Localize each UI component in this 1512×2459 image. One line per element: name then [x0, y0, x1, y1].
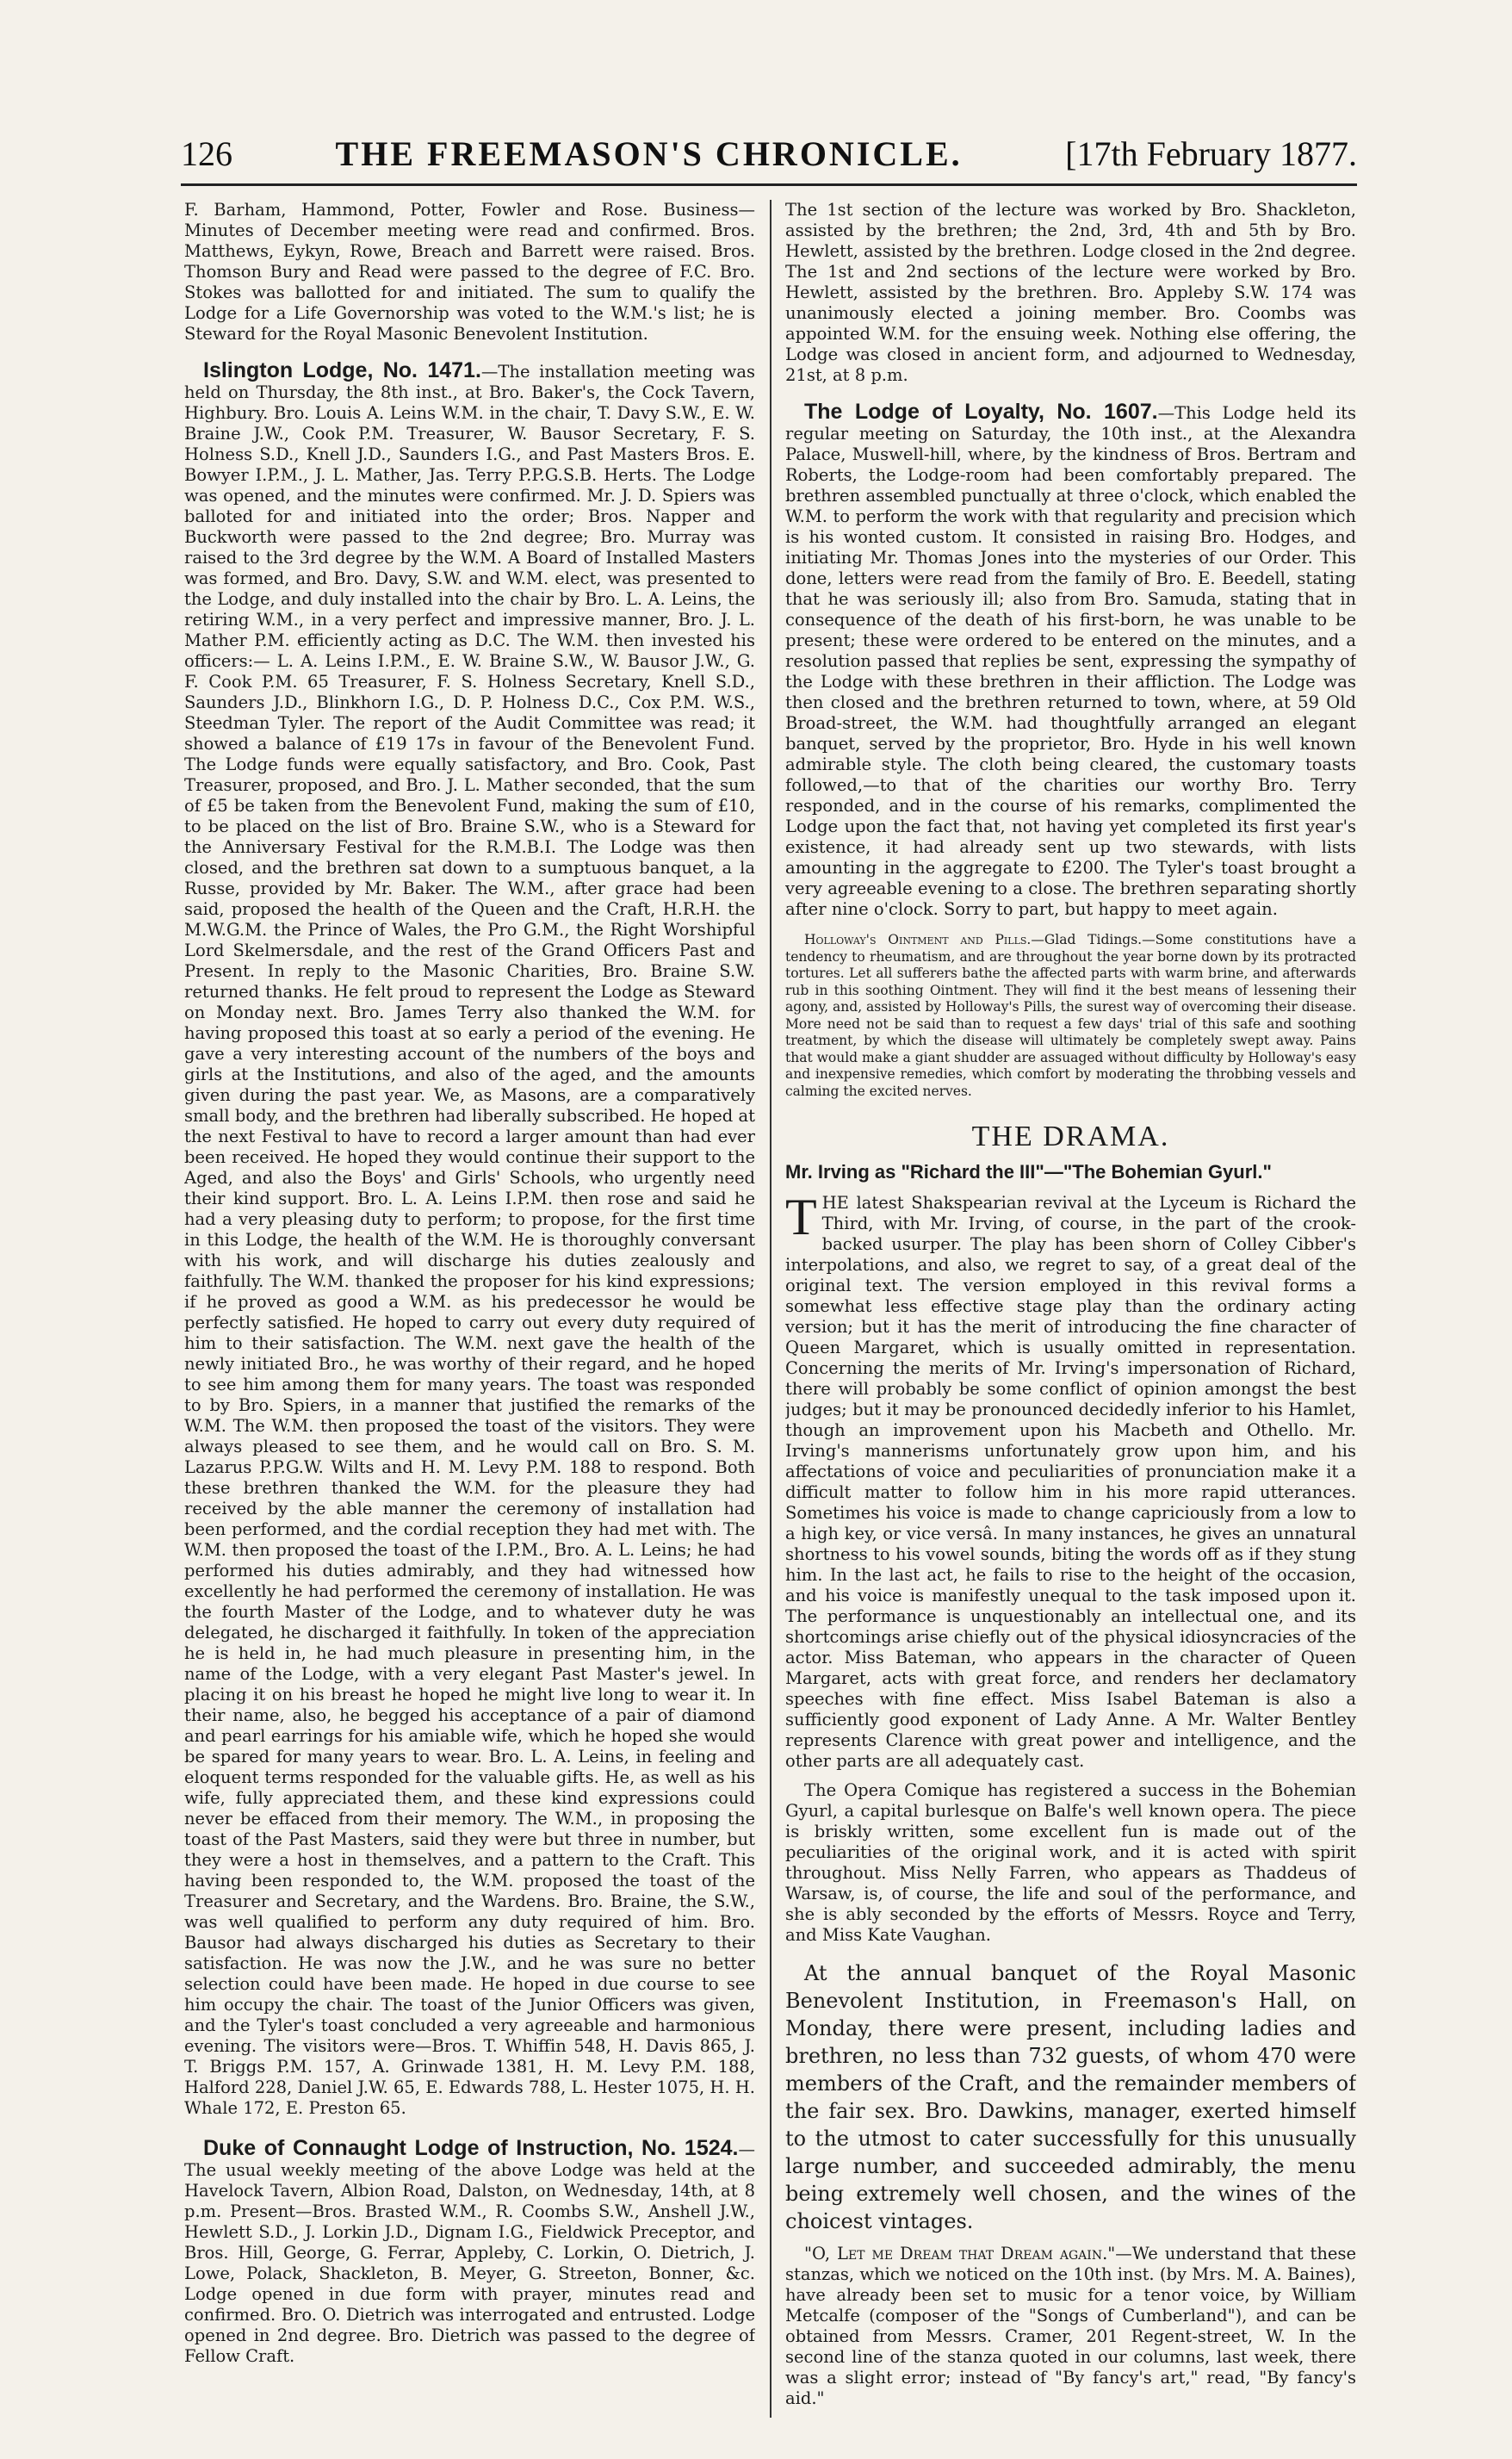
holloway-text: —Glad Tidings.—Some constitutions have a tendency to rheumatism, and are throughout the year borne down by its protracted tortures. Let all sufferers bathe the affected parts with warm brine, and afterwards rub in this soothing Ointment. They will find it the best means of lessening their agony, and, assisted by Holloway's Pills, the surest way of overcoming their disease. More need not be said than to request a few days' trial of this safe and soothing treatment, by which the disease will ultimately be completely swept away. Pains that would make a giant shudder are assuaged without difficulty by Holloway's easy and inexpensive remedies, which comfort by moderating the throbbing vessels and calming the excited nerves. [785, 932, 1356, 1099]
holloway-lead: Holloway's Ointment and Pills. [804, 932, 1032, 947]
connaught-lodge-article [184, 2138, 755, 2367]
islington-lodge-heading: Islington Lodge, No. 1471. [203, 358, 481, 382]
islington-lodge-text: —The installation meeting was held on Thursday, the 8th inst., at Bro. Baker's, the Cock Tavern, Highbury. Bro. Louis A. Leins W.M. in the chair, T. Davy S.W., E. W. Braine J.W., Cook P.M. Treasurer, W. Bausor Secretary, F. S. Holness S.D., Knell J.D., Saunders I.G., and Past Masters Bros. E. Bowyer I.P.M., J. L. Mather, Jas. Terry P.P.G.S.B. Herts. The Lodge was opened, and the minutes were confirmed. Mr. J. D. Spiers was balloted for and initiated into the order; Bros. Napper and Buckworth were passed to the 2nd degree; Bro. Murray was raised to the 3rd degree by the W.M. A Board of Installed Masters was formed, and Bro. Davy, S.W. and W.M. elect, was presented to the Lodge, and duly installed into the chair by Bro. L. A. Leins, the retiring W.M., in a very perfect and impressive manner, Bro. J. L. Mather P.M. efficiently acting as D.C. The W.M. then invested his officers:— L. A. Leins I.P.M., E. W. Braine S.W., W. Bausor J.W., G. F. Cook P.M. 65 Treasurer, F. S. Holness Secretary, Knell S.D., Saunders J.D., Blinkhorn I.G., D. P. Holness D.C., Cox P.M. W.S., Steedman Tyler. The report of the Audit Committee was read; it showed a balance of £19 17s in favour of the Benevolent Fund. The Lodge funds were equally satisfactory, and Bro. Cook, Past Treasurer, proposed, and Bro. J. L. Mather seconded, that the sum of £5 be taken from the Benevolent Fund, making the sum of £10, to be placed on the list of Bro. Braine S.W., who is a Steward for the Anniversary Festival for the R.M.B.I. The Lodge was then closed, and the brethren sat down to a sumptuous banquet, a la Russe, provided by Mr. Baker. The W.M., after grace had been said, proposed the health of the Queen and the Craft, H.R.H. the M.W.G.M. the Prince of Wales, the Pro G.M., the Right Worshipful Lord Skelmersdale, and the rest of the Grand Officers Past and Present. In reply to the Masonic Charities, Bro. Braine S.W. returned thanks. He felt proud to represent the Lodge as Steward on Monday next. Bro. James Terry also thanked the W.M. for having proposed this toast at so early a period of the evening. He gave a very interesting account of the numbers of the boys and girls at the Institutions, and also of the aged, and the amounts given during the past year. We, as Masons, are a comparatively small body, and the brethren had liberally subscribed. He hoped at the next Festival to have to record a larger amount than had ever been received. He hoped they would continue their support to the Aged, and also the Boys' and Girls' Schools, who urgently need their kind support. Bro. L. A. Leins I.P.M. then rose and said he had a very pleasing duty to perform; to propose, for the first time in this Lodge, the health of the W.M. He is thoroughly conversant with his work, and will discharge his duties zealously and faithfully. The W.M. thanked the proposer for his kind expressions; if he proved as good a W.M. as his predecessor he would be perfectly satisfied. He hoped to carry out every duty required of him to their satisfaction. The W.M. next gave the health of the newly initiated Bro., he was worthy of their regard, and he hoped to see him among them for many years. The toast was responded to by Bro. Spiers, in a manner that justified the remarks of the W.M. The W.M. then proposed the toast of the visitors. They were always pleased to see them, and he would call on Bro. S. M. Lazarus P.P.G.W. Wilts and H. M. Levy P.M. 188 to respond. Both these brethren thanked the W.M. for the pleasure they had received by the able manner the ceremony of installation had been performed, and the cordial reception they had met with. The W.M. then proposed the toast of the I.P.M., Bro. A. L. Leins; he had performed his duties admirably, and they had witnessed how excellently he had performed the ceremony of installation. He was the fourth Master of the Lodge, and to whatever duty he was delegated, he discharged it faithfully. In token of the appreciation he is held in, he had much pleasure in presenting him, in the name of the Lodge, with a very elegant Past Master's jewel. In placing it on his breast he hoped he might live long to wear it. In their name, also, he begged his acceptance of a pair of diamond and pearl earrings for his amiable wife, which he hoped she would be spared for many years to wear. Bro. L. A. Leins, in feeling and eloquent terms responded for the valuable gifts. He, as well as his wife, fully appreciated them, and these kind expressions could never be effaced from their memory. The W.M., in proposing the toast of the Past Masters, said they were but three in number, but they were a host in themselves, and a pattern to the Craft. This having been responded to, the W.M. proposed the toast of the Treasurer and Secretary, and the Wardens. Bro. Braine, the S.W., was well qualified to perform any duty required of him. Bro. Bausor had always discharged his duties as Secretary to their satisfaction. He was now the J.W., and he was sure no better selection could have been made. He hoped in due course to see him occupy the chair. The toast of the Junior Officers was given, and the Tyler's toast concluded a very agreeable and harmonious evening. The visitors were—Bros. T. Whiffin 548, H. Davis 865, J. T. Briggs P.M. 157, A. Grinwade 1381, H. M. Levy P.M. 188, Halford 228, Daniel J.W. 65, E. Edwards 788, L. Hester 1075, H. H. Whale 172, E. Preston 65. [184, 362, 755, 2118]
loyalty-lodge-article [785, 401, 1356, 920]
header-rule [181, 183, 1357, 186]
connaught-lodge-text: —The usual weekly meeting of the above Lodge was held at the Havelock Tavern, Albion Road, Dalston, on Wednesday, 14th, at 8 p.m. Present—Bros. Brasted W.M., R. Coombs S.W., Anshell J.W., Hewlett S.D., J. Lorkin J.D., Dignam I.G., Fieldwick Preceptor, and Bros. Hill, George, G. Ferrar, Appleby, C. Lorkin, O. Dietrich, J. Lowe, Polack, Shackleton, B. Meyer, G. Streeton, Bonner, &c. Lodge opened in due form with prayer, minutes read and confirmed. Bro. O. Dietrich was interrogated and entrusted. Lodge opened in 2nd degree. Bro. Dietrich was passed to the degree of Fellow Craft. [184, 2139, 755, 2366]
drama-paragraph-1 [785, 1189, 1356, 1772]
left-column [184, 200, 755, 2413]
issue-date: [17th February 1877. [1065, 134, 1357, 173]
dream-notice [785, 2244, 1356, 2409]
page-header [181, 127, 1357, 179]
masthead-title: THE FREEMASON'S CHRONICLE. [335, 134, 963, 173]
dream-lead: "O, Let me Dream that Dream again." [804, 2244, 1116, 2263]
intro-paragraph: F. Barham, Hammond, Potter, Fowler and Rose. Business—Minutes of December meeting were read and confirmed. Bros. Matthews, Eykyn, Rowe, Breach and Barrett were raised. Bros. Thomson Bury and Read were passed to the degree of F.C. Bro. Stokes was ballotted for and initiated. The sum to qualify the Lodge for a Life Governorship was voted to the W.M.'s list; he is Steward for the Royal Masonic Benevolent Institution. [184, 200, 755, 344]
banquet-paragraph: At the annual banquet of the Royal Masonic Benevolent Institution, in Freemason's Hall, on Monday, there were present, including ladies and brethren, no less than 732 guests, of whom 470 were members of the Craft, and the remainder members of the fair sex. Bro. Dawkins, manager, exerted himself to the utmost to cater successfully for this unusually large number, and succeeded admirably, the menu being extremely well chosen, and the wines of the choicest vintages. [785, 1961, 1356, 2233]
islington-lodge-article [184, 360, 755, 2119]
loyalty-lodge-text: —This Lodge held its regular meeting on Saturday, the 10th inst., at the Alexandra Palace, Muswell-hill, where, by the kindness of Bros. Bertram and Roberts, the Lodge-room had been comfortably prepared. The brethren assembled punctually at three o'clock, which enabled the W.M. to perform the work with that regularity and precision which is his wonted custom. It consisted in raising Bro. Hodges, and initiating Mr. Thomas Jones into the mysteries of our Order. This done, letters were read from the family of Bro. E. Beedell, stating that he was seriously ill; also from Bro. Samuda, stating that in consequence of the death of his first-born, he was unable to be present; these were ordered to be entered on the minutes, and a resolution passed that replies be sent, expressing the sympathy of the Lodge with these brethren in their affliction. The Lodge was then closed and the brethren returned to town, where, at 59 Old Broad-street, the W.M. had thoughtfully arranged an elegant banquet, served by the proprietor, Bro. Hyde in his well known admirable style. The cloth being cleared, the customary toasts followed,—to that of the charities our worthy Bro. Terry responded, and in the course of his remarks, complimented the Lodge upon the fact that, not having yet completed its first year's existence, it had already sent up two stewards, with lists amounting in the aggregate to £200. The Tyler's toast brought a very agreeable evening to a close. The brethren separating shortly after nine o'clock. Sorry to part, but happy to meet again. [785, 403, 1356, 919]
drama-subtitle: Mr. Irving as "Richard the III"—"The Bohemian Gyurl." [785, 1161, 1272, 1183]
dream-text: —We understand that these stanzas, which we noticed on the 10th inst. (by Mrs. M. A. Baines), have already been set to music for a tenor voice, by William Metcalfe (composer of the "Songs of Cumberland"), and can be obtained from Messrs. Cramer, 201 Regent-street, W. In the second line of the stanza quoted in our columns, last week, there was a slight error; instead of "By fancy's art," read, "By fancy's aid." [785, 2244, 1356, 2408]
column-divider [770, 200, 771, 2418]
connaught-continuation: The 1st section of the lecture was worked by Bro. Shackleton, assisted by the brethren; the 2nd, 3rd, 4th and 5th by Bro. Hewlett, assisted by the brethren. Lodge closed in the 2nd degree. The 1st and 2nd sections of the lecture were worked by Bro. Hewlett, assisted by the brethren. Bro. Appleby S.W. 174 was unanimously elected a joining member. Bro. Coombs was appointed W.M. for the ensuing week. Nothing else offering, the Lodge was closed in ancient form, and adjourned to Wednesday, 21st, at 8 p.m. [785, 200, 1356, 385]
connaught-lodge-heading: Duke of Connaught Lodge of Instruction, No. 1524. [203, 2136, 739, 2160]
drama-section-title: THE DRAMA. [971, 1121, 1170, 1152]
loyalty-lodge-heading: The Lodge of Loyalty, No. 1607. [804, 400, 1158, 424]
drama-paragraph-2: The Opera Comique has registered a success in the Bohemian Gyurl, a capital burlesque on Balfe's well known opera. The piece is briskly written, some excellent fun is made out of the peculiarities of the original work, and it is acted with spirit throughout. Miss Nelly Farren, who appears as Thaddeus of Warsaw, is, of course, the life and soul of the performance, and she is ably seconded by the efforts of Messrs. Royce and Terry, and Miss Kate Vaughan. [785, 1780, 1356, 1945]
page-number: 126 [181, 134, 232, 173]
drop-cap: T [785, 1189, 817, 1245]
right-column [785, 200, 1356, 2413]
holloway-advertisement [785, 932, 1356, 1100]
drama-text-1: HE latest Shakspearian revival at the Lyceum is Richard the Third, with Mr. Irving, of course, in the part of the crook-backed usurper. The play has been shorn of Colley Cibber's interpolations, and also, we regret to say, of a great deal of the original text. The version employed in this revival forms a somewhat less effective stage play than the ordinary acting version; but it has the merit of introducing the fine character of Queen Margaret, which is usually omitted in representation. Concerning the merits of Mr. Irving's impersonation of Richard, there will probably be some conflict of opinion amongst the best judges; but it may be pronounced decidedly inferior to his Hamlet, though an improvement upon his Macbeth and Othello. Mr. Irving's mannerisms unfortunately grow upon him, and his affectations of voice and peculiarities of pronunciation make it a difficult matter to follow him in his more rapid utterances. Sometimes his voice is made to change capriciously from a low to a high key, or vice versâ. In many instances, he gives an unnatural shortness to his vowel sounds, biting the words off as if they stung him. In the last act, he fails to rise to the height of the occasion, and his voice is manifestly unequal to the task imposed upon it. The performance is unquestionably an intellectual one, and its shortcomings arise chiefly out of the physical idiosyncracies of the actor. Miss Bateman, who appears in the character of Queen Margaret, acts with great force, and renders her declamatory speeches with fine effect. Miss Isabel Bateman is also a sufficiently good exponent of Lady Anne. A Mr. Walter Bentley represents Clarence with great power and intelligence, and the other parts are all adequately cast. [785, 1193, 1356, 1771]
